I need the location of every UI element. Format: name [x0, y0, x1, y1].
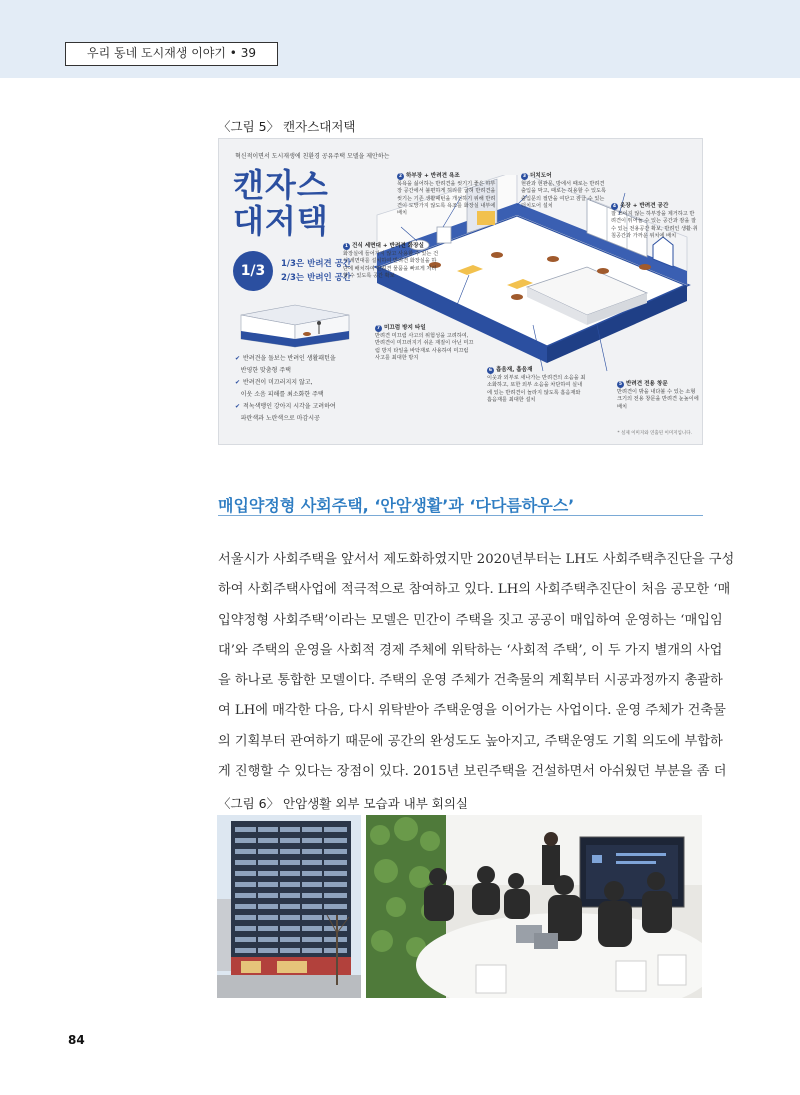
- figure-5-caption: 〈그림 5〉 캔자스대저택: [218, 119, 356, 134]
- paragraph-line: 의 기획부터 관여하기 때문에 공간의 완성도도 높아지고, 주택운영도 기획 의도에 부합하: [218, 733, 723, 749]
- page-number: 84: [68, 1033, 85, 1047]
- callout-6: 6 흡음재, 흡음재 이웃과 외부로 새나가는 반려견의 소음을 최소화하고, 또한 외부 소음을 차단하여 실내에 있는 반려견이 놀라지 않도록 흡음재와 흡음재를 최대한 설치: [487, 367, 586, 403]
- bullet-item: 파란색과 노란색으로 마감시공: [240, 415, 320, 422]
- bullet-item: 반영한 맞춤형 주택: [240, 367, 291, 374]
- bullet-item: ✔ 반려견이 미끄러지지 않고,: [235, 379, 313, 386]
- header-band: [0, 0, 800, 78]
- callout-3: 3 더치도어 현관과 현관문, 방에서 때로는 반려견 출입을 막고, 때로는 허용할 수 있도록 출입문의 절반을 여닫고 잠글 수 있는 더치도어 설치: [521, 173, 607, 209]
- running-header: 우리 동네 도시재생 이야기 • 39: [65, 42, 278, 66]
- paragraph-line: 하여 사회주택사업에 적극적으로 참여하고 있다. LH의 사회주택추진단이 처음 공모한 ‘매: [218, 582, 731, 598]
- meeting-room-image: [366, 815, 702, 998]
- paragraph-line: 여 LH에 매각한 다음, 다시 위탁받아 주택운영을 이어가는 사업이다. 운영 주체가 건축물: [218, 703, 726, 719]
- figure-6-caption: 〈그림 6〉 안암생활 외부 모습과 내부 회의실: [218, 796, 468, 811]
- ratio-dog-space: 1/3은 반려견 공간: [281, 259, 352, 269]
- bullet-item: ✔ 적녹색맹인 강아지 시각을 고려하여: [235, 403, 336, 410]
- callout-4: 4 옷장 + 반려견 공간 잘 쓰이지 않는 하부장을 제거하고 반려견이 뛰어놀 수 있는 공간과 잠을 잘 수 있는 전용공간 확보, 반려인 생활·취침공간과 가까운 위치에 배치: [611, 203, 698, 239]
- check-icon: ✔: [235, 403, 241, 410]
- paragraph-line: 을 하나로 통합한 모델이다. 주택의 운영 주체가 건축물의 계획부터 시공과정까지 총괄하: [218, 673, 723, 689]
- section-divider: [218, 515, 703, 516]
- callout-1: 1 건식 세면대 + 반려견 화장실 화장실에 들어가지 않고 사용할 수 있는 건식 세면대를 설치하여 반려견 화장실을 하단에 배치하여 반려견 물품을 빠르게 처리할 수 있도록 공간 확보: [343, 243, 439, 279]
- check-icon: ✔: [235, 379, 241, 386]
- callout-2: 2 하부장 + 반려견 욕조 목욕을 싫어하는 반려견을 씻기기 좋은 하부장 공간에서 불편하게 허리를 굽혀 반려견을 씻기는 기존 생활패턴을 개선하기 위해 반려견이 도망가지 않도록 욕조를 화장실 내부에 배치: [397, 173, 496, 217]
- figure-5-infographic: [218, 138, 703, 445]
- callout-7: 7 미끄럼 방지 타일 반려견 미끄럼 사고의 위험성을 고려하여, 반려견이 미끄러지기 쉬운 재질이 아닌 미끄럼 방지 타일을 바닥재로 사용하여 미끄럼 사고를 최대한 방지: [375, 325, 474, 361]
- infographic-title-line1: 캔자스: [233, 166, 329, 204]
- fraction-badge: 1/3: [233, 251, 273, 291]
- infographic-footnote: * 실제 이미지와 연출된 이미지입니다.: [617, 431, 692, 436]
- callout-5: 5 반려견 전용 창문 반려견이 밖을 내다볼 수 있는 소형 크기의 전용 창문을 반려견 눈높이에 배치: [617, 381, 699, 410]
- ratio-owner-space: 2/3는 반려인 공간: [281, 273, 352, 283]
- paragraph-line: 서울시가 사회주택을 앞서서 제도화하였지만 2020년부터는 LH도 사회주택추진단을 구성: [218, 552, 735, 567]
- check-icon: ✔: [235, 355, 241, 362]
- building-exterior-image: [217, 815, 361, 998]
- infographic-title: [233, 167, 329, 239]
- infographic-title-line2: 대저택: [233, 202, 329, 240]
- feature-bullet-list: [235, 353, 365, 425]
- paragraph-line: 대’와 주택의 운영을 사회적 경제 주체에 위탁하는 ‘사회적 주택’, 이 두 가지 별개의 사업: [218, 642, 723, 658]
- paragraph-line: 입약정형 사회주택’이라는 모델은 민간이 주택을 짓고 공공이 매입하여 운영하는 ‘매입임: [218, 612, 723, 628]
- bullet-item: 이웃 소음 피해를 최소화한 주택: [240, 391, 324, 398]
- section-heading: 매입약정형 사회주택, ‘안암생활’과 ‘다다름하우스’: [218, 496, 575, 515]
- bullet-item: ✔ 반려견을 돌보는 반려인 생활패턴을: [235, 355, 336, 362]
- meeting-room-photo: [366, 815, 702, 998]
- room-ratio-illustration: [235, 301, 355, 349]
- paragraph-line: 게 진행할 수 있다는 장점이 있다. 2015년 보린주택을 건설하면서 아쉬웠던 부분을 좀 더: [218, 764, 727, 780]
- building-exterior-photo: [217, 815, 361, 998]
- space-ratio: [281, 257, 351, 285]
- infographic-tagline: 혁신적이면서 도시재생에 친환경 공유주택 모델을 제안하는: [235, 153, 390, 160]
- body-paragraph: [218, 545, 735, 787]
